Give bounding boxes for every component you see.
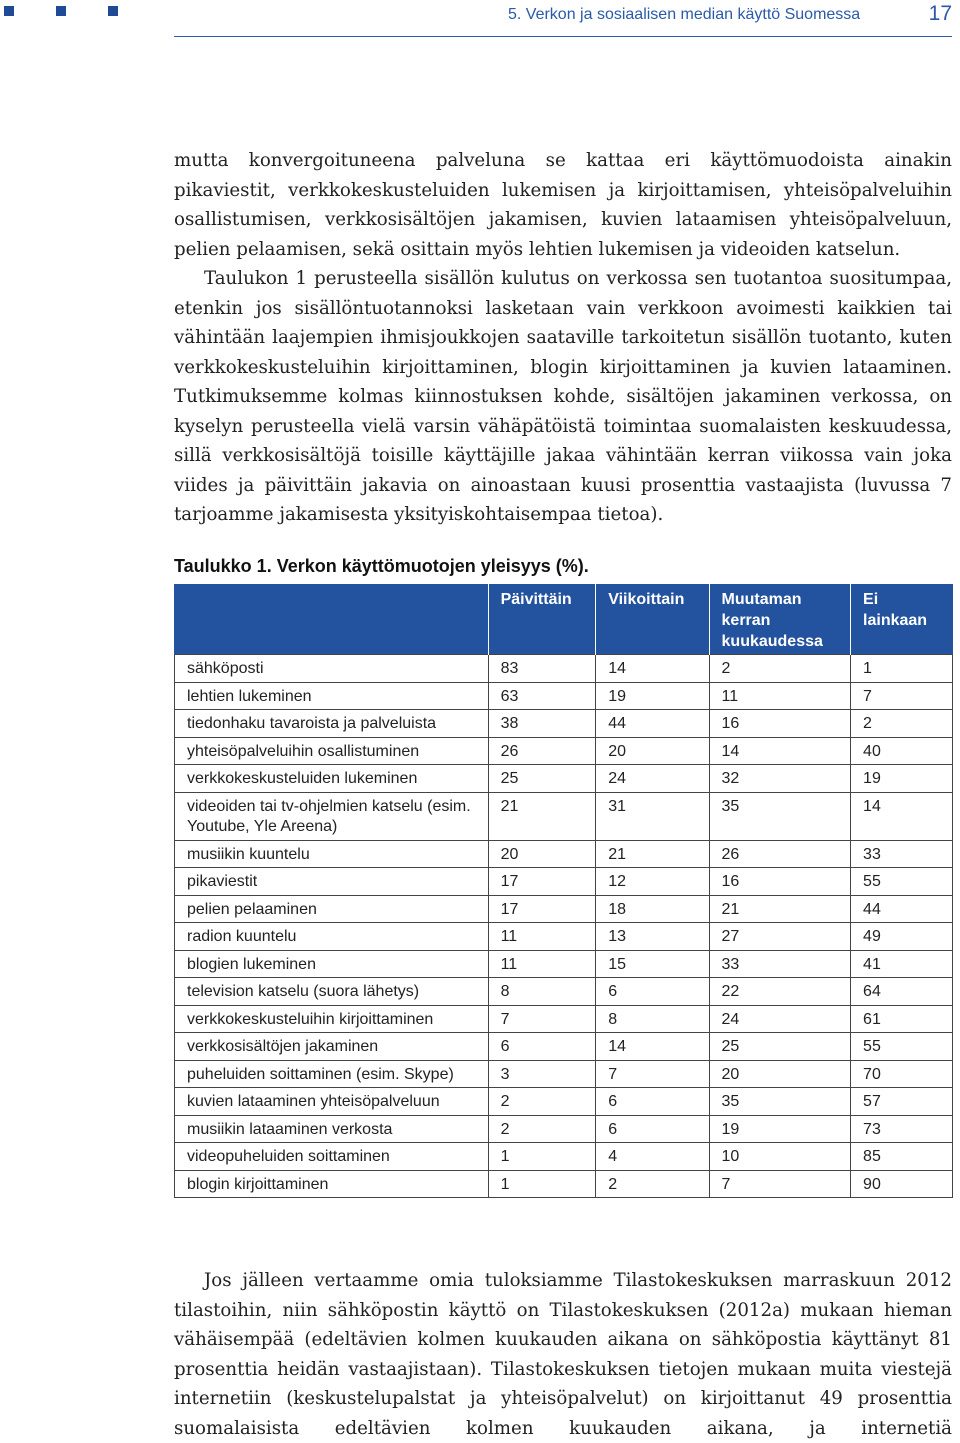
table-row bbox=[175, 1143, 953, 1171]
table-header-row bbox=[175, 584, 953, 655]
row-value: 17 bbox=[488, 895, 596, 923]
row-label: lehtien lukeminen bbox=[175, 682, 489, 710]
page-number: 17 bbox=[928, 2, 952, 25]
table-row bbox=[175, 868, 953, 896]
header-cell-empty bbox=[175, 584, 489, 655]
header-divider bbox=[174, 36, 952, 37]
row-value: 27 bbox=[709, 923, 851, 951]
square-icon bbox=[56, 6, 66, 16]
row-label: verkkosisältöjen jakaminen bbox=[175, 1033, 489, 1061]
table-caption: Taulukko 1. Verkon käyttömuotojen yleisyys (%). bbox=[174, 556, 589, 576]
row-value: 19 bbox=[709, 1115, 851, 1143]
row-value: 40 bbox=[851, 737, 953, 765]
row-value: 13 bbox=[596, 923, 709, 951]
row-label: pelien pelaaminen bbox=[175, 895, 489, 923]
table-row bbox=[175, 1060, 953, 1088]
row-value: 63 bbox=[488, 682, 596, 710]
table-row bbox=[175, 1170, 953, 1198]
row-value: 19 bbox=[851, 765, 953, 793]
row-label: pikaviestit bbox=[175, 868, 489, 896]
row-value: 21 bbox=[709, 895, 851, 923]
row-label: radion kuuntelu bbox=[175, 923, 489, 951]
row-value: 41 bbox=[851, 950, 953, 978]
row-value: 22 bbox=[709, 978, 851, 1006]
row-value: 55 bbox=[851, 868, 953, 896]
row-value: 31 bbox=[596, 792, 709, 840]
row-value: 14 bbox=[596, 655, 709, 683]
row-value: 35 bbox=[709, 792, 851, 840]
row-value: 11 bbox=[488, 923, 596, 951]
table-row bbox=[175, 765, 953, 793]
row-label: yhteisöpalveluihin osallistuminen bbox=[175, 737, 489, 765]
table-row bbox=[175, 1005, 953, 1033]
row-value: 1 bbox=[488, 1170, 596, 1198]
row-value: 24 bbox=[709, 1005, 851, 1033]
row-value: 57 bbox=[851, 1088, 953, 1116]
row-label: sähköposti bbox=[175, 655, 489, 683]
paragraph-1: mutta konvergoituneena palveluna se kattaa eri käyttömuodoista ainakin pikaviestit, verkkokeskusteluiden lukemisen ja kirjoittamisen, yhteisöpalveluihin osallistumisen, verkkosisältöjen jakamisen, kuvien lataamisen yhteisöpalveluun, pelien pelaamisen, sekä osittain myös lehtien lukemisen ja videoiden katselun. bbox=[174, 150, 952, 260]
row-value: 20 bbox=[596, 737, 709, 765]
square-icon bbox=[108, 6, 118, 16]
header-cell-monthly: Muutaman kerran kuukaudessa bbox=[709, 584, 851, 655]
table-row bbox=[175, 978, 953, 1006]
table-row bbox=[175, 655, 953, 683]
row-value: 83 bbox=[488, 655, 596, 683]
row-label: musiikin lataaminen verkosta bbox=[175, 1115, 489, 1143]
header-cell-daily: Päivittäin bbox=[488, 584, 596, 655]
row-value: 2 bbox=[596, 1170, 709, 1198]
row-value: 55 bbox=[851, 1033, 953, 1061]
paragraph-3: Jos jälleen vertaamme omia tuloksiamme Tilastokeskuksen marraskuun 2012 tilastoihin, niin sähköpostin käyttö on Tilastokeskuksen (2012a) mukaan hieman vähäisempää (edeltävien kolmen kuukauden aikana on sähköpostia käyttänyt 81 prosenttia heidän vastaajistaan). Tilastokeskuksen tietojen mukaan muita viestejä internetiin (keskustelupalstat ja yhteisöpalvelut) on kirjoittanut 49 prosenttia suomalaisista edeltävien kolmen kuukauden aikana, ja internetiä bbox=[174, 1270, 952, 1439]
row-value: 33 bbox=[709, 950, 851, 978]
row-value: 4 bbox=[596, 1143, 709, 1171]
row-value: 35 bbox=[709, 1088, 851, 1116]
row-value: 19 bbox=[596, 682, 709, 710]
row-value: 32 bbox=[709, 765, 851, 793]
row-value: 64 bbox=[851, 978, 953, 1006]
row-value: 16 bbox=[709, 710, 851, 738]
row-label: videoiden tai tv-ohjelmien katselu (esim. Youtube, Yle Areena) bbox=[175, 792, 489, 840]
table-row bbox=[175, 840, 953, 868]
row-value: 61 bbox=[851, 1005, 953, 1033]
row-value: 90 bbox=[851, 1170, 953, 1198]
row-label: videopuheluiden soittaminen bbox=[175, 1143, 489, 1171]
row-label: blogin kirjoittaminen bbox=[175, 1170, 489, 1198]
row-value: 14 bbox=[851, 792, 953, 840]
row-value: 7 bbox=[709, 1170, 851, 1198]
table-row bbox=[175, 895, 953, 923]
row-value: 6 bbox=[596, 1088, 709, 1116]
usage-table bbox=[174, 584, 953, 1198]
row-value: 14 bbox=[596, 1033, 709, 1061]
header-cell-never: Ei lainkaan bbox=[851, 584, 953, 655]
row-value: 7 bbox=[596, 1060, 709, 1088]
row-value: 1 bbox=[851, 655, 953, 683]
paragraph-2: Taulukon 1 perusteella sisällön kulutus on verkossa sen tuotantoa suositumpaa, etenkin jos sisällöntuotannoksi lasketaan vain verkkoon avoimesti kaikkien tai vähintään laajempien ihmisjoukkojen saataville tarkoitetun sisällön tuotanto, kuten verkkokeskusteluihin kirjoittaminen, blogin kirjoittaminen ja kuvien lataaminen. Tutkimuksemme kolmas kiinnostuksen kohde, sisältöjen jakaminen verkossa, on kyselyn perusteella vielä varsin vähäpätöistä toimintaa suomalaisten keskuudessa, sillä verkkosisältöjä toisille käyttäjille jakaa vähintään kerran viikossa vain joka viides ja päivittäin jakavia on ainoastaan kuusi prosenttia vastaajista (luvussa 7 tarjoamme jakamisesta yksityiskohtaisempaa tietoa). bbox=[174, 268, 952, 525]
row-value: 26 bbox=[709, 840, 851, 868]
row-value: 6 bbox=[488, 1033, 596, 1061]
table-row bbox=[175, 950, 953, 978]
row-value: 38 bbox=[488, 710, 596, 738]
row-value: 73 bbox=[851, 1115, 953, 1143]
row-value: 8 bbox=[488, 978, 596, 1006]
row-label: puheluiden soittaminen (esim. Skype) bbox=[175, 1060, 489, 1088]
table-row bbox=[175, 1088, 953, 1116]
row-value: 3 bbox=[488, 1060, 596, 1088]
row-value: 11 bbox=[709, 682, 851, 710]
row-label: verkkokeskusteluihin kirjoittaminen bbox=[175, 1005, 489, 1033]
row-value: 26 bbox=[488, 737, 596, 765]
row-value: 1 bbox=[488, 1143, 596, 1171]
header-cell-weekly: Viikoittain bbox=[596, 584, 709, 655]
row-value: 44 bbox=[851, 895, 953, 923]
row-label: tiedonhaku tavaroista ja palveluista bbox=[175, 710, 489, 738]
table-row bbox=[175, 792, 953, 840]
row-value: 18 bbox=[596, 895, 709, 923]
row-label: musiikin kuuntelu bbox=[175, 840, 489, 868]
row-value: 25 bbox=[488, 765, 596, 793]
row-value: 14 bbox=[709, 737, 851, 765]
row-label: verkkokeskusteluiden lukeminen bbox=[175, 765, 489, 793]
square-icon bbox=[4, 6, 14, 16]
row-label: kuvien lataaminen yhteisöpalveluun bbox=[175, 1088, 489, 1116]
row-value: 2 bbox=[851, 710, 953, 738]
row-value: 44 bbox=[596, 710, 709, 738]
row-value: 7 bbox=[488, 1005, 596, 1033]
row-value: 20 bbox=[709, 1060, 851, 1088]
table-row bbox=[175, 710, 953, 738]
row-value: 12 bbox=[596, 868, 709, 896]
row-value: 2 bbox=[488, 1088, 596, 1116]
row-value: 15 bbox=[596, 950, 709, 978]
row-value: 6 bbox=[596, 978, 709, 1006]
row-value: 21 bbox=[596, 840, 709, 868]
row-value: 8 bbox=[596, 1005, 709, 1033]
row-value: 20 bbox=[488, 840, 596, 868]
row-value: 7 bbox=[851, 682, 953, 710]
row-value: 16 bbox=[709, 868, 851, 896]
table-row bbox=[175, 923, 953, 951]
row-value: 17 bbox=[488, 868, 596, 896]
row-value: 24 bbox=[596, 765, 709, 793]
table-row bbox=[175, 1033, 953, 1061]
row-value: 2 bbox=[709, 655, 851, 683]
table-row bbox=[175, 682, 953, 710]
row-value: 70 bbox=[851, 1060, 953, 1088]
row-value: 6 bbox=[596, 1115, 709, 1143]
row-value: 21 bbox=[488, 792, 596, 840]
row-value: 33 bbox=[851, 840, 953, 868]
running-header-title: 5. Verkon ja sosiaalisen median käyttö Suomessa bbox=[508, 6, 861, 23]
row-value: 49 bbox=[851, 923, 953, 951]
table-row bbox=[175, 737, 953, 765]
row-label: blogien lukeminen bbox=[175, 950, 489, 978]
row-value: 25 bbox=[709, 1033, 851, 1061]
row-value: 85 bbox=[851, 1143, 953, 1171]
table-row bbox=[175, 1115, 953, 1143]
row-label: television katselu (suora lähetys) bbox=[175, 978, 489, 1006]
row-value: 2 bbox=[488, 1115, 596, 1143]
row-value: 10 bbox=[709, 1143, 851, 1171]
row-value: 11 bbox=[488, 950, 596, 978]
table-body bbox=[175, 655, 953, 1198]
